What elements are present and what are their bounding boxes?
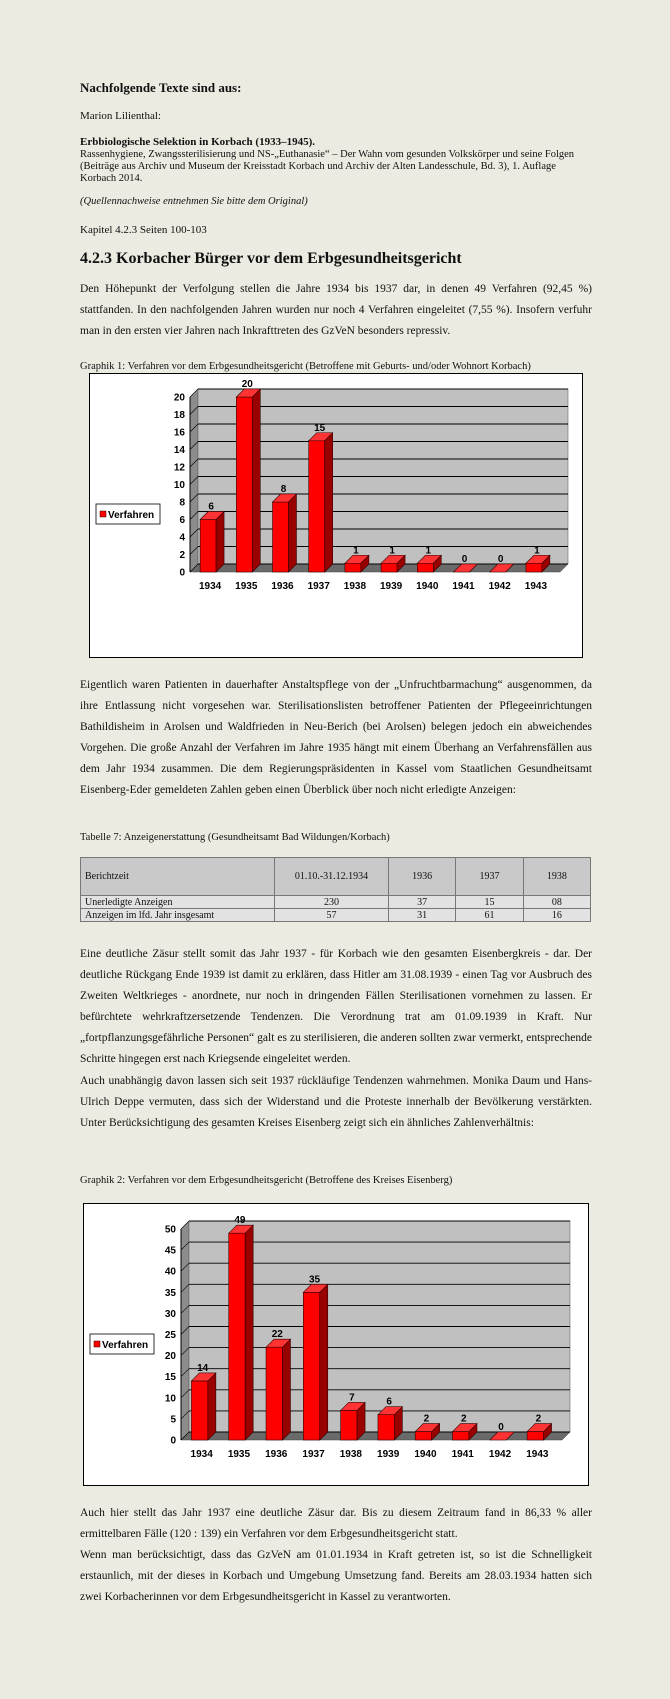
- y-tick-label: 35: [164, 1287, 176, 1299]
- bar: [345, 563, 361, 572]
- data-label: 22: [271, 1329, 283, 1341]
- bar: [236, 397, 252, 572]
- chart-2-frame: [83, 1203, 589, 1486]
- table-header-row: [81, 858, 591, 896]
- bar-side: [216, 512, 224, 573]
- data-label: 20: [241, 379, 253, 390]
- x-tick-label: 1943: [524, 581, 548, 592]
- data-label: 0: [498, 1422, 504, 1433]
- y-tick-label: 14: [173, 445, 185, 456]
- paragraph-4: Auch unabhängig davon lassen sich seit 1937 rückläufige Tendenzen wahrnehmen. Monika Daum und Hans-Ulrich Deppe vermuten, dass sich der Widerstand und die Proteste innerhalb der Bevölkerung verstärkten. Unter Berücksichtigung des gesamten Kreises Eisenberg zeigt sich ein ähnliches Zahlenverhältnis:: [80, 1075, 592, 1129]
- bar-side: [282, 1339, 290, 1440]
- table-cell: 16: [523, 909, 590, 922]
- bar-side: [325, 433, 333, 572]
- table-cell: 57: [275, 909, 389, 922]
- section-title: 4.2.3 Korbacher Bürger vor dem Erbgesundheitsgericht: [80, 250, 462, 267]
- book-title: Erbbiologische Selektion in Korbach (1933–1945).: [80, 136, 315, 148]
- bar: [273, 502, 289, 572]
- y-tick-label: 12: [173, 462, 185, 474]
- data-label: 6: [208, 501, 214, 513]
- bar: [381, 563, 397, 572]
- table-cell: Anzeigen im lfd. Jahr insgesamt: [81, 909, 275, 922]
- data-label: 35: [308, 1274, 321, 1286]
- x-tick-label: 1939: [377, 1449, 400, 1460]
- chart-2: [84, 1204, 588, 1485]
- data-label: 2: [460, 1413, 467, 1425]
- x-tick-label: 1936: [271, 581, 294, 592]
- table-header-cell: 1938: [523, 858, 590, 896]
- data-label: 14: [197, 1362, 209, 1374]
- data-label: 7: [349, 1392, 355, 1404]
- table-cell: Unerledigte Anzeigen: [81, 896, 275, 909]
- chart-1: [90, 374, 582, 657]
- y-tick-label: 8: [179, 497, 185, 509]
- bar: [417, 563, 433, 572]
- bar: [415, 1432, 431, 1440]
- table-header-cell: 1937: [456, 858, 523, 896]
- data-label: 1: [353, 545, 359, 557]
- bar: [453, 1432, 469, 1440]
- graph2-caption: Graphik 2: Verfahren vor dem Erbgesundheitsgericht (Betroffene des Kreises Eisenberg): [80, 1175, 453, 1186]
- x-tick-label: 1937: [307, 581, 330, 592]
- y-tick-label: 0: [170, 1435, 176, 1447]
- table-cell: 230: [275, 896, 389, 909]
- y-tick-label: 5: [170, 1414, 176, 1426]
- y-tick-label: 40: [164, 1266, 176, 1278]
- bar: [378, 1415, 394, 1440]
- table-cell: 15: [456, 896, 523, 909]
- chapter-ref: Kapitel 4.2.3 Seiten 100-103: [80, 224, 207, 236]
- x-tick-label: 1939: [379, 581, 403, 592]
- data-label: 15: [314, 422, 326, 434]
- x-tick-label: 1938: [343, 581, 367, 592]
- x-tick-label: 1934: [190, 1449, 213, 1460]
- legend-label: Verfahren: [108, 510, 155, 521]
- data-label: 1: [534, 545, 540, 557]
- paragraph-2: Eigentlich waren Patienten in dauerhafter Anstaltspflege von der „Unfruchtbarmachung“ ausgenommen, da ihre Entlassung nicht vorgesehen war. Sterilisationslisten betroffener Patienten der Pflegeeinrichtungen Bathildisheim in Arolsen und Waldfrieden in Neu-Berich (bei Arolsen) belegen jedoch ein abweichendes Vorgehen. Die große Anzahl der Verfahren im Jahre 1935 hängt mit einem Überhang an Verfahrensfällen aus dem Jahr 1934 zusammen. Die dem Regierungspräsidenten in Kassel vom Staatlichen Gesundheitsamt Eisenberg-Eder gemeldeten Zahlen geben einen Überblick über noch nicht erledigte Anzeigen:: [80, 679, 592, 796]
- data-label: 2: [423, 1413, 430, 1425]
- y-tick-label: 2: [179, 550, 185, 561]
- data-label: 2: [535, 1413, 542, 1425]
- bar: [303, 1292, 319, 1440]
- bar: [341, 1410, 357, 1440]
- x-tick-label: 1935: [235, 581, 258, 592]
- source-note: (Quellennachweise entnehmen Sie bitte dem Original): [80, 196, 308, 207]
- bar: [266, 1347, 282, 1440]
- bar: [229, 1233, 245, 1440]
- book-subtitle-2: (Beiträge aus Archiv und Museum der Kreisstadt Korbach und Archiv der Alten Landesschule, Bd. 3), 1. Auflage Korbach 2014.: [80, 161, 556, 184]
- legend-swatch: [94, 1341, 100, 1347]
- y-tick-label: 6: [179, 515, 185, 526]
- table-header-cell: Berichtzeit: [81, 858, 275, 896]
- bar-side: [252, 389, 260, 572]
- data-label: 1: [389, 545, 395, 557]
- bar-side: [245, 1225, 253, 1440]
- table-cell: 61: [456, 909, 523, 922]
- source-heading: Nachfolgende Texte sind aus:: [80, 80, 242, 95]
- paragraph-1: Den Höhepunkt der Verfolgung stellen die Jahre 1934 bis 1937 dar, in denen 49 Verfahren (92,45 %) stattfanden. In den nachfolgenden Jahren wurden nur noch 4 Verfahren eingeleitet (7,55 %). Insofern verfuhr man in den ersten vier Jahren nach Inkrafttreten des GzVeN besonders repressiv.: [80, 283, 592, 337]
- y-tick-label: 20: [164, 1351, 176, 1363]
- x-tick-label: 1936: [265, 1449, 288, 1460]
- graph1-caption: Graphik 1: Verfahren vor dem Erbgesundheitsgericht (Betroffene mit Geburts- und/oder Wohnort Korbach): [80, 361, 531, 372]
- reports-table: [80, 857, 591, 922]
- table-cell: 08: [523, 896, 590, 909]
- data-label: 8: [280, 484, 287, 495]
- data-label: 6: [386, 1396, 392, 1408]
- y-tick-label: 18: [173, 410, 185, 421]
- x-tick-label: 1941: [451, 1449, 474, 1460]
- bar: [200, 520, 216, 573]
- data-label: 0: [461, 554, 468, 565]
- y-tick-label: 15: [164, 1372, 176, 1384]
- paragraph-3: Eine deutliche Zäsur stellt somit das Jahr 1937 - für Korbach wie den gesamten Eisenbergkreis - dar. Der deutliche Rückgang Ende 1939 ist damit zu erklären, dass Hitler am 31.08.1939 - einen Tag vor Ausbruch des Zweiten Weltkrieges - anordnete, nur noch in dringenden Fällen Sterilisationen vornehmen zu lassen. Er befürchtete wehrkraftzersetzende Tendenzen. Die Verordnung trat am 01.09.1939 in Kraft. Nur „fortpflanzungsgefährliche Personen“ galt es zu sterilisieren, die anderen sollten zwar vermerkt, entsprechende Schritte hingegen erst nach Kriegsende eingeleitet werden.: [80, 948, 592, 1065]
- bar: [527, 1432, 543, 1440]
- book-subtitle-1: Rassenhygiene, Zwangssterilisierung und NS-„Euthanasie“ – Der Wahn vom gesunden Volkskörper und seine Folgen: [80, 149, 575, 160]
- x-tick-label: 1934: [198, 581, 222, 592]
- bar-side: [320, 1284, 328, 1440]
- author-line: Marion Lilienthal:: [80, 110, 161, 122]
- table-header-cell: 01.10.-31.12.1934: [275, 858, 389, 896]
- x-tick-label: 1940: [416, 581, 439, 592]
- paragraph-6: Wenn man berücksichtigt, dass das GzVeN am 01.01.1934 in Kraft getreten ist, so ist die Schnelligkeit erstaunlich, mit der dieses in Korbach und Umgebung Umsetzung fand. Bereits am 28.03.1934 hatten sich zwei Korbacherinnen vor dem Erbgesundheitsgericht in Kassel zu verantworten.: [80, 1549, 592, 1603]
- y-tick-label: 4: [179, 532, 185, 544]
- x-tick-label: 1940: [414, 1449, 437, 1460]
- data-label: 49: [234, 1215, 246, 1227]
- chart-1-frame: [89, 373, 583, 658]
- x-tick-label: 1941: [452, 581, 475, 592]
- y-tick-label: 16: [173, 427, 185, 439]
- legend-swatch: [100, 511, 106, 517]
- y-tick-label: 0: [179, 567, 185, 579]
- x-tick-label: 1935: [227, 1449, 251, 1460]
- table7-caption: Tabelle 7: Anzeigenerstattung (Gesundheitsamt Bad Wildungen/Korbach): [80, 832, 390, 843]
- paragraph-5: Auch hier stellt das Jahr 1937 eine deutliche Zäsur dar. Bis zu diesem Zeitraum fand in 86,33 % aller ermittelbaren Fälle (120 : 139) ein Verfahren vor dem Erbgesundheitsgericht statt.: [80, 1507, 592, 1540]
- x-tick-label: 1942: [488, 1449, 512, 1460]
- bar: [191, 1381, 207, 1440]
- x-tick-label: 1938: [339, 1449, 362, 1460]
- bar-side: [208, 1373, 216, 1440]
- y-tick-label: 20: [173, 392, 185, 404]
- y-tick-label: 10: [173, 480, 185, 491]
- table-row: [81, 909, 591, 922]
- y-tick-label: 25: [164, 1330, 176, 1341]
- y-tick-label: 45: [164, 1245, 176, 1257]
- bar: [526, 563, 542, 572]
- table-row: [81, 896, 591, 909]
- x-tick-label: 1942: [488, 581, 511, 592]
- data-label: 0: [497, 554, 504, 565]
- bar: [309, 441, 325, 572]
- table-header-cell: 1936: [389, 858, 456, 896]
- x-tick-label: 1943: [526, 1449, 549, 1460]
- data-label: 1: [425, 545, 432, 557]
- legend-label: Verfahren: [102, 1340, 149, 1351]
- y-tick-label: 10: [164, 1393, 176, 1405]
- table-cell: 37: [389, 896, 456, 909]
- y-tick-label: 30: [164, 1308, 176, 1320]
- bar-side: [288, 494, 296, 572]
- y-tick-label: 50: [164, 1224, 176, 1236]
- x-tick-label: 1937: [302, 1449, 325, 1460]
- table-cell: 31: [389, 909, 456, 922]
